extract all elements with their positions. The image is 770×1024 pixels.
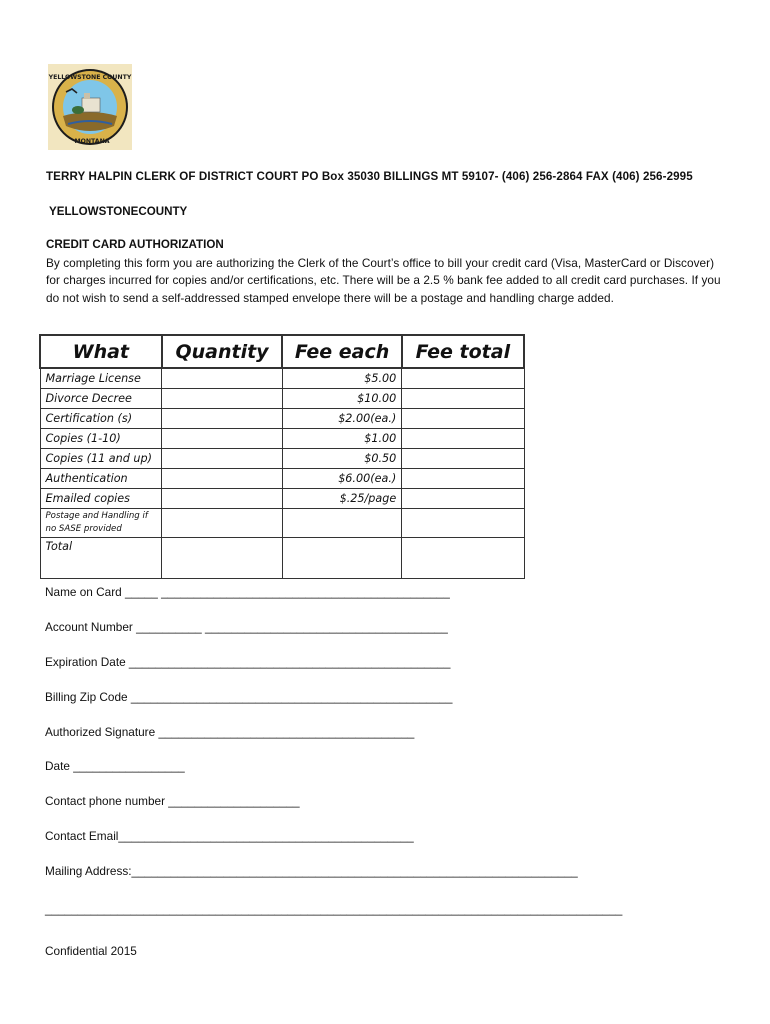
fee-total-cell[interactable] [402, 389, 524, 409]
total-fee-each-cell [282, 538, 401, 579]
table-row [40, 509, 524, 538]
total-quantity-cell[interactable] [162, 538, 283, 579]
total-fee-cell[interactable] [402, 538, 524, 579]
fee-each-cell: $10.00 [282, 389, 401, 409]
fee-table-header-row [40, 335, 524, 368]
clerk-contact-line: TERRY HALPIN CLERK OF DISTRICT COURT PO Box 35030 BILLINGS MT 59107- (406) 256-2864 FAX (406) 256-2995 [46, 170, 693, 183]
item-name: Certification (s) [40, 409, 162, 429]
seal-bottom-text: MONTANA [74, 138, 110, 145]
contact-email-field[interactable]: Contact Email_____________________________________________ [45, 829, 414, 843]
table-row [40, 429, 524, 449]
item-name: Copies (11 and up) [40, 449, 162, 469]
header-fee-total: Fee total [402, 335, 524, 368]
fee-table [39, 334, 525, 579]
billing-zip-field[interactable]: Billing Zip Code _________________________________________________ [45, 690, 453, 704]
total-label: Total [40, 538, 162, 579]
fee-each-cell: $5.00 [282, 368, 401, 389]
county-seal-logo [48, 64, 132, 150]
fee-each-cell: $6.00(ea.) [282, 469, 401, 489]
fee-each-cell: $2.00(ea.) [282, 409, 401, 429]
quantity-cell[interactable] [162, 489, 283, 509]
authorization-title: CREDIT CARD AUTHORIZATION [46, 238, 224, 251]
header-what: What [40, 335, 162, 368]
confidential-footer: Confidential 2015 [45, 944, 137, 958]
quantity-cell[interactable] [162, 409, 283, 429]
fee-total-cell[interactable] [402, 429, 524, 449]
expiration-date-field[interactable]: Expiration Date _________________________________________________ [45, 655, 451, 669]
fee-total-cell[interactable] [402, 489, 524, 509]
fee-each-cell: $0.50 [282, 449, 401, 469]
quantity-cell[interactable] [162, 509, 283, 538]
table-row [40, 489, 524, 509]
header-quantity: Quantity [162, 335, 283, 368]
mailing-address-field[interactable]: Mailing Address:____________________________________________________________________ [45, 864, 578, 878]
county-name: YELLOWSTONECOUNTY [49, 205, 188, 218]
fee-total-cell[interactable] [402, 469, 524, 489]
item-name: Marriage License [40, 368, 162, 389]
table-row [40, 449, 524, 469]
item-name: Postage and Handling if no SASE provided [40, 509, 162, 538]
contact-phone-field[interactable]: Contact phone number ____________________ [45, 794, 300, 808]
authorized-signature-field[interactable]: Authorized Signature _______________________________________ [45, 725, 415, 739]
quantity-cell[interactable] [162, 469, 283, 489]
fee-each-cell: $1.00 [282, 429, 401, 449]
item-name: Copies (1-10) [40, 429, 162, 449]
quantity-cell[interactable] [162, 449, 283, 469]
date-field[interactable]: Date _________________ [45, 759, 185, 773]
total-row [40, 538, 524, 579]
quantity-cell[interactable] [162, 389, 283, 409]
item-name: Divorce Decree [40, 389, 162, 409]
fee-each-cell [282, 509, 401, 538]
quantity-cell[interactable] [162, 368, 283, 389]
table-row [40, 389, 524, 409]
quantity-cell[interactable] [162, 429, 283, 449]
seal-top-text: YELLOWSTONE COUNTY [48, 74, 132, 81]
item-name: Authentication [40, 469, 162, 489]
mailing-address-line-2[interactable]: ________________________________________________________________________________________ [45, 902, 623, 916]
authorization-body: By completing this form you are authorizing the Clerk of the Court’s office to bill your credit card (Visa, MasterCard or Discover) for charges incurred for copies and/or certifications, etc. There will be a 2.5 % bank fee added to all credit card purchases. If you do not wish to send a self-addressed stamped envelope there will be a postage and handling charge added. [46, 256, 721, 305]
fee-total-cell[interactable] [402, 509, 524, 538]
fee-total-cell[interactable] [402, 449, 524, 469]
seal-icon [48, 64, 132, 150]
fee-total-cell[interactable] [402, 368, 524, 389]
header-fee-each: Fee each [282, 335, 401, 368]
table-row [40, 409, 524, 429]
table-row [40, 469, 524, 489]
item-name: Emailed copies [40, 489, 162, 509]
account-number-field[interactable]: Account Number __________ _____________________________________ [45, 620, 448, 634]
name-on-card-field[interactable]: Name on Card _____ ____________________________________________ [45, 585, 450, 599]
fee-each-cell: $.25/page [282, 489, 401, 509]
fee-total-cell[interactable] [402, 409, 524, 429]
table-row [40, 368, 524, 389]
